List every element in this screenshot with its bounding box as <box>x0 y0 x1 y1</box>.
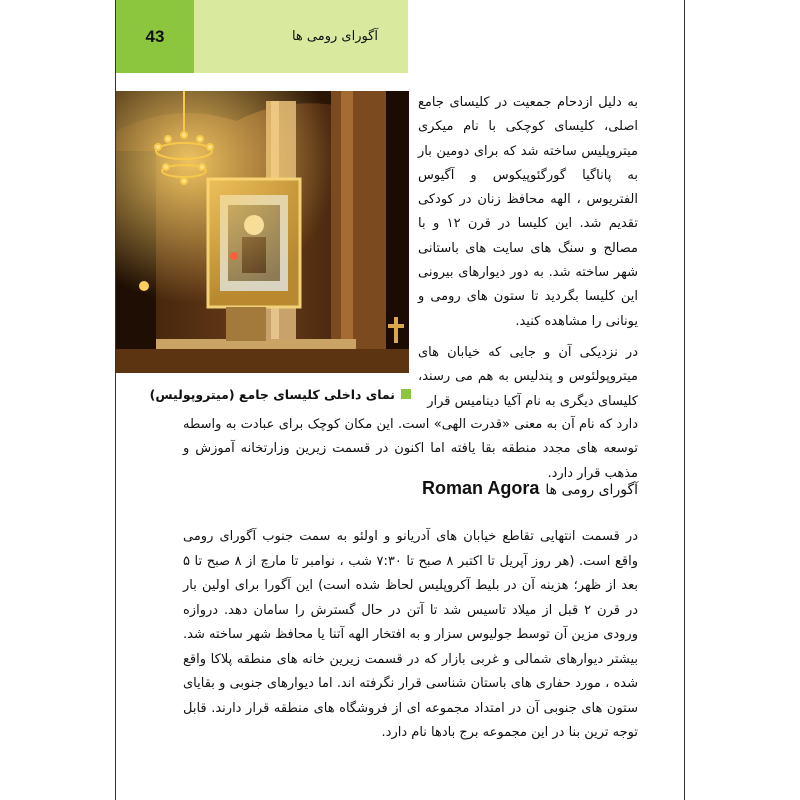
caption-text: نمای داخلی کلیسای جامع (میتروپولیس) <box>149 386 395 402</box>
paragraph-1: به دلیل ازدحام جمعیت در کلیسای جامع اصلی، کلیسای کوچکی با نام میکری میتروپلیس ساخته شد که برای دومین بار به پاناگیا گورگئوپیکوس و آگیوس الفتریوس ، الهه محافظ زنان در کودکی تقدیم شد. این کلیسا در قرن ۱۲ و با مصالح و سنگ های سایت های باستانی شهر ساخته شد. به دور دیوارهای بیرونی این کلیسا بگردید تا ستون های رومی و یونانی را مشاهده کنید. <box>418 95 638 329</box>
caption-bullet <box>401 389 411 399</box>
church-interior-photo <box>116 91 409 373</box>
page-number: 43 <box>116 0 194 73</box>
section-heading-english: Roman Agora <box>422 478 540 498</box>
section-heading-persian: آگورای رومی ها <box>545 482 638 498</box>
paragraph-4: در قسمت انتهایی تقاطع خیابان های آدریانو و اولئو به سمت جنوب آگورای رومی واقع است. (هر روز آپریل تا اکتبر ۸ صبح تا ۷:۳۰ شب ، نوامبر تا مارچ از ۸ صبح تا ۵ بعد از ظهر؛ هزینه آن در بلیط آکروپلیس لحاظ شده است) این آگورا برای اولین بار در قرن ۲ قبل از میلاد تاسیس شد تا آتن در حال گسترش را سامان دهد. دروازه ورودی مزین آن توسط جولیوس سزار و به افتخار الهه آتنا یا محافظ شهر ساخته شد. بیشتر دیوارهای شمالی و غربی بازار که در قسمت زیرین خانه های منطقه پلاکا واقع شده ، مورد حفاری های باستان شناسی قرار نگرفته اند. اما دیوارهای جنوبی و بقایای ستون های جنوبی آن در امتداد مجموعه ای از فروشگاه های منطقه قرار دارند. قابل توجه ترین بنا در این مجموعه برج بادها نام دارد. <box>183 529 639 740</box>
paragraph-3: دارد که نام آن به معنی «قدرت الهی» است. این مکان کوچک برای عبادت به واسطه توسعه های مجدد منطقه بقا یافته اما اکنون در قسمت زیرین وزارتخانه آموزش و مذهب قرار دارد. <box>183 417 638 481</box>
photo-caption <box>149 383 411 405</box>
paragraph-2: در نزدیکی آن و جایی که خیابان های میتروپولئوس و پندلیس به هم می رسند، کلیسای دیگری به نام آکیا دینامیس قرار <box>418 345 638 409</box>
chapter-title <box>194 0 408 73</box>
section-heading <box>420 478 638 504</box>
chapter-title-text: آگورای رومی ها <box>291 29 378 44</box>
